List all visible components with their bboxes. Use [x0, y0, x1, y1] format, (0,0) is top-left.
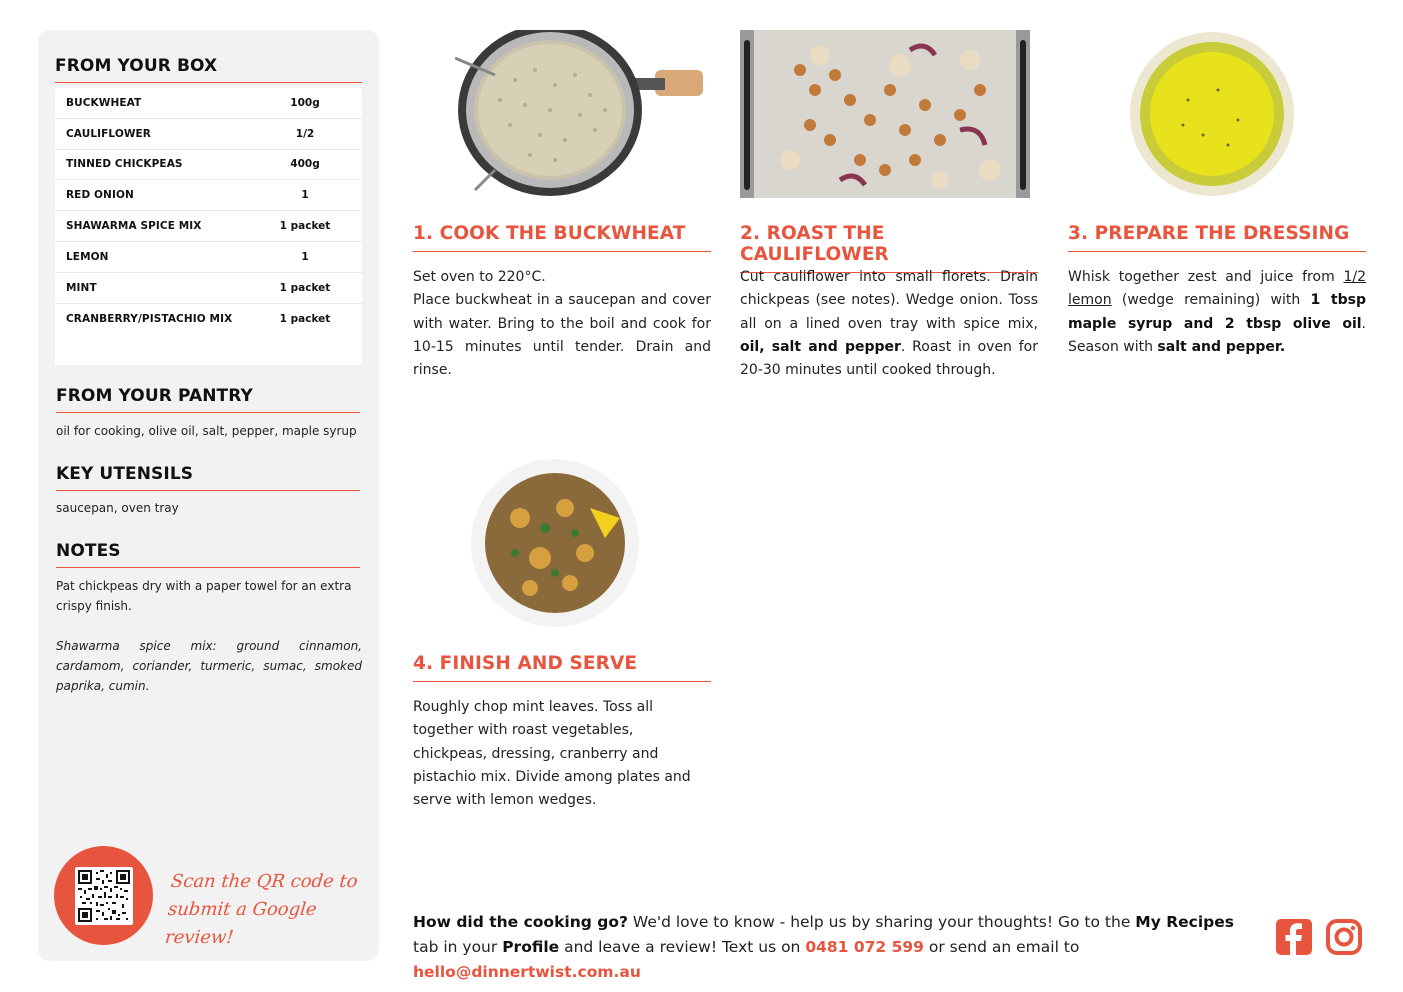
notes-title: NOTES [56, 541, 360, 568]
footer-text: tab in your [413, 938, 503, 956]
dressing-bowl-image [1128, 30, 1296, 198]
step-1-line: Set oven to 220°C. [413, 269, 546, 285]
step-2-text: Cut cauliflower into small florets. Drain chickpeas (see notes). Wedge onion. Toss all on a lined oven tray with spice mix, [740, 269, 1038, 332]
table-row [55, 119, 362, 150]
table-row [55, 88, 362, 119]
roast-tray-image [740, 30, 1030, 198]
instagram-icon[interactable] [1325, 918, 1363, 956]
footer-email-link[interactable]: hello@dinnertwist.com.au [413, 963, 641, 981]
ingredient-name: CAULIFLOWER [66, 127, 151, 140]
qr-code-icon[interactable] [75, 867, 133, 925]
step-3-title: 3. PREPARE THE DRESSING [1068, 223, 1366, 252]
ingredient-name: RED ONION [66, 189, 134, 202]
ingredient-qty: 400g [290, 158, 320, 171]
ingredient-name: LEMON [66, 250, 109, 263]
step-1-line: Place buckwheat in a saucepan and cover with water. Bring to the boil and cook for 10-15 minutes until tender. Drain and rinse. [413, 292, 711, 379]
step-4-body: Roughly chop mint leaves. Toss all together with roast vegetables, chickpeas, dressing, cranberry and pistachio mix. Divide among plates and serve with lemon wedges. [413, 699, 691, 809]
footer-text: or send an email to [923, 938, 1080, 956]
table-row [55, 304, 362, 335]
from-your-box-title: FROM YOUR BOX [55, 56, 362, 83]
ingredient-qty: 1 packet [279, 312, 331, 325]
step-3-text: Whisk together zest and juice from [1068, 269, 1344, 285]
facebook-icon[interactable] [1275, 918, 1313, 956]
ingredient-name: BUCKWHEAT [66, 96, 142, 109]
step-3-text: (wedge remaining) with [1111, 292, 1311, 309]
saucepan-image [455, 30, 703, 198]
step-2-bold: oil, salt and pepper [740, 338, 901, 355]
notes-spice-text: Shawarma spice mix: ground cinnamon, cardamom, coriander, turmeric, sumac, smoked paprika, cumin. [56, 639, 362, 693]
step-1-title: 1. COOK THE BUCKWHEAT [413, 223, 711, 252]
footer-text: We'd love to know - help us by sharing your thoughts! Go to the [627, 913, 1136, 931]
ingredient-qty: 1 packet [279, 220, 331, 233]
ingredient-qty: 100g [290, 96, 320, 109]
step-3-body [1068, 266, 1366, 359]
table-row [55, 273, 362, 304]
ingredient-name: CRANBERRY/PISTACHIO MIX [66, 312, 233, 325]
footer-profile: Profile [502, 938, 560, 956]
key-utensils-title: KEY UTENSILS [56, 464, 360, 491]
from-your-pantry-title: FROM YOUR PANTRY [56, 386, 360, 413]
ingredient-qty: 1 [301, 189, 309, 202]
footer-phone-link[interactable]: 0481 072 599 [805, 938, 924, 956]
ingredients-sidebar [38, 30, 379, 961]
ingredient-name: TINNED CHICKPEAS [66, 158, 183, 171]
footer-text: and leave a review! Text us on [559, 938, 806, 956]
qr-caption [164, 868, 373, 952]
step-2-title: 2. ROAST THE CAULIFLOWER [740, 223, 1038, 273]
footer-question: How did the cooking go? [413, 913, 628, 931]
step-3-text: . Season with [1068, 315, 1366, 355]
table-row [55, 211, 362, 242]
pantry-text: oil for cooking, olive oil, salt, pepper, maple syrup [56, 424, 357, 438]
ingredient-name: MINT [66, 281, 97, 294]
step-2-text: . Roast in oven for 20-30 minutes until cooked through. [740, 338, 1038, 379]
table-row [55, 242, 362, 273]
utensils-text: saucepan, oven tray [56, 501, 179, 515]
step-3-bold: 1 tbsp maple syrup and 2 tbsp olive oil [1068, 292, 1366, 332]
notes-text: Pat chickpeas dry with a paper towel for an extra crispy finish. [56, 579, 352, 613]
footer-feedback [413, 910, 1263, 985]
qr-caption-line: Scan the QR code to [169, 871, 359, 892]
step-4-title: 4. FINISH AND SERVE [413, 653, 711, 682]
qr-caption-line: submit a Google review! [164, 899, 318, 948]
step-1-body [413, 266, 711, 382]
ingredient-qty: 1 [301, 250, 309, 263]
qr-badge[interactable] [54, 846, 153, 945]
ingredient-qty: 1/2 [295, 127, 315, 140]
table-row [55, 180, 362, 211]
table-row [55, 150, 362, 181]
footer-my-recipes: My Recipes [1135, 913, 1234, 931]
ingredient-name: SHAWARMA SPICE MIX [66, 220, 202, 233]
step-2-body [740, 266, 1038, 382]
step-3-bold: salt and pepper. [1157, 338, 1286, 355]
step-3-underline: 1/2 lemon [1068, 269, 1366, 309]
plated-dish-image [470, 458, 640, 628]
ingredients-table [55, 88, 362, 365]
ingredient-qty: 1 packet [279, 281, 331, 294]
